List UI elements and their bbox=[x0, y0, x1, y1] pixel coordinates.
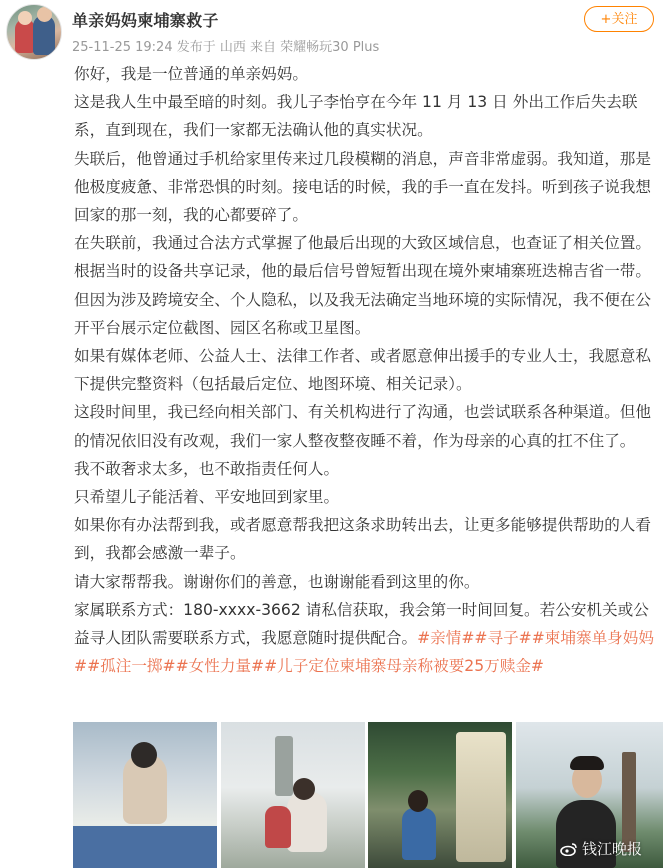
post-meta bbox=[72, 36, 379, 55]
follow-button[interactable]: +关注 bbox=[584, 6, 654, 32]
hashtag-link[interactable]: #女性力量# bbox=[175, 657, 265, 676]
paragraph: 但因为涉及跨境安全、个人隐私，以及我无法确定当地环境的实际情况，我不便在公开平台展示定位截图、园区名称或卫星图。 bbox=[74, 290, 651, 337]
hashtag-link[interactable]: #亲情# bbox=[417, 629, 475, 648]
post-device: 来自 荣耀畅玩30 Plus bbox=[250, 40, 380, 55]
weibo-logo-icon bbox=[560, 842, 578, 856]
paragraph: 失联后，他曾通过手机给家里传来过几段模糊的消息，声音非常虚弱。我知道，那是他极度疲惫、非常恐惧的时刻。接电话的时候，我的手一直在发抖。听到孩子说我想回家的那一刻，我的心都要碎了。 bbox=[74, 149, 651, 225]
paragraph: 在失联前，我通过合法方式掌握了他最后出现的大致区域信息，也查证了相关位置。 bbox=[74, 234, 651, 253]
paragraph: 这段时间里，我已经向相关部门、有关机构进行了沟通，也尝试联系各种渠道。但他的情况依旧没有改观，我们一家人整夜整夜睡不着，作为母亲的心真的扛不住了。 bbox=[74, 403, 651, 450]
paragraph: 这是我人生中最至暗的时刻。我儿子李怡亨在今年 11 月 13 日 外出工作后失去联系，直到现在，我们一家都无法确认他的真实状况。 bbox=[74, 93, 638, 140]
photo-3[interactable] bbox=[368, 722, 512, 868]
avatar[interactable] bbox=[6, 4, 62, 60]
paragraph: 请大家帮帮我。谢谢你们的善意，也谢谢能看到这里的你。 bbox=[74, 572, 480, 591]
paragraph: 我不敢奢求太多，也不敢指责任何人。 bbox=[74, 459, 340, 478]
hashtag-link[interactable]: #儿子定位柬埔寨母亲称被要25万赎金# bbox=[264, 657, 544, 676]
post-content bbox=[74, 60, 660, 680]
post-location: 发布于 山西 bbox=[176, 40, 246, 55]
photo-2[interactable] bbox=[221, 722, 365, 868]
paragraph: 如果你有办法帮到我，或者愿意帮我把这条求助转出去，让更多能够提供帮助的人看到，我都会感激一辈子。 bbox=[74, 516, 651, 563]
post-timestamp: 25-11-25 19:24 bbox=[72, 40, 173, 55]
contact-text: 家属联系方式：180-xxxx-3662 请私信获取，我会第一时间回复。若公安机关或公益寻人团队需要联系方式，我愿意随时提供配合。 bbox=[74, 600, 649, 648]
photo-1[interactable] bbox=[73, 722, 217, 868]
contact-paragraph bbox=[74, 596, 660, 681]
watermark bbox=[560, 838, 642, 859]
paragraph: 如果有媒体老师、公益人士、法律工作者、或者愿意伸出援手的专业人士，我愿意私下提供完整资料（包括最后定位、地图环境、相关记录）。 bbox=[74, 347, 651, 394]
hashtag-link[interactable]: #孤注一掷# bbox=[87, 657, 176, 676]
watermark-text: 钱江晚报 bbox=[582, 840, 643, 858]
user-name[interactable]: 单亲妈妈柬埔寨救子 bbox=[72, 11, 219, 30]
paragraph: 根据当时的设备共享记录，他的最后信号曾短暂出现在境外柬埔寨班迭棉吉省一带。 bbox=[74, 262, 651, 281]
paragraph: 只希望儿子能活着、平安地回到家里。 bbox=[74, 488, 340, 507]
paragraph: 你好，我是一位普通的单亲妈妈。 bbox=[74, 65, 308, 83]
hashtag-link[interactable]: #寻子# bbox=[474, 629, 532, 648]
hashtag-link[interactable]: #柬埔寨单身妈妈# bbox=[74, 629, 654, 676]
